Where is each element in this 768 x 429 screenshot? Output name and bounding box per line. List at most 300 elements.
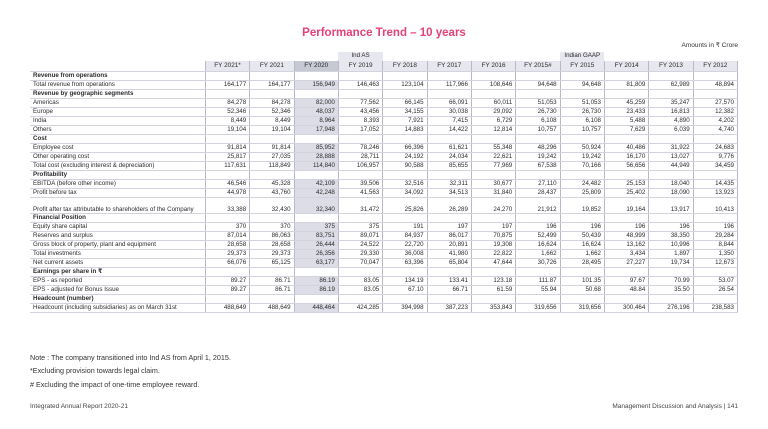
value-cell: 44,978: [205, 189, 249, 198]
section-spacer-cell: [294, 268, 338, 277]
group-header-row: [30, 52, 738, 61]
value-cell: 16,813: [649, 108, 693, 117]
section-header-row: [30, 214, 738, 223]
value-cell: 22,720: [383, 241, 427, 250]
value-cell: 370: [205, 223, 249, 232]
table-row: [30, 162, 738, 171]
value-cell: 25,826: [383, 198, 427, 214]
row-label: EPS - as reported: [30, 277, 205, 286]
section-spacer-cell: [205, 171, 249, 180]
value-cell: 4,890: [649, 117, 693, 126]
value-cell: 70.99: [649, 277, 693, 286]
value-cell: 48.84: [604, 286, 648, 295]
value-cell: 28,495: [560, 259, 604, 268]
value-cell: 65,804: [427, 259, 471, 268]
value-cell: 196: [560, 223, 604, 232]
value-cell: 85,952: [294, 144, 338, 153]
section-spacer-cell: [693, 214, 737, 223]
value-cell: 17,948: [294, 126, 338, 135]
value-cell: 26,289: [427, 198, 471, 214]
value-cell: 81,809: [604, 81, 648, 90]
section-spacer-cell: [604, 135, 648, 144]
value-cell: 19,852: [560, 198, 604, 214]
year-header: FY 2014: [604, 61, 648, 72]
value-cell: 13,923: [693, 189, 737, 198]
value-cell: 32,340: [294, 198, 338, 214]
value-cell: 77,969: [471, 162, 515, 171]
value-cell: 319,656: [516, 304, 560, 313]
value-cell: 24,034: [427, 153, 471, 162]
year-header: FY 2018: [383, 61, 427, 72]
value-cell: 67,538: [516, 162, 560, 171]
value-cell: 48,037: [294, 108, 338, 117]
table-row: [30, 117, 738, 126]
value-cell: 196: [649, 223, 693, 232]
year-header: FY 2015#: [516, 61, 560, 72]
value-cell: 196: [604, 223, 648, 232]
row-label: Americas: [30, 99, 205, 108]
section-spacer-cell: [516, 214, 560, 223]
section-label: Profitability: [30, 171, 205, 180]
value-cell: 7,921: [383, 117, 427, 126]
section-spacer-cell: [294, 171, 338, 180]
value-cell: 375: [338, 223, 382, 232]
value-cell: 86.19: [294, 277, 338, 286]
section-spacer-cell: [205, 135, 249, 144]
table-row: [30, 99, 738, 108]
value-cell: 387,223: [427, 304, 471, 313]
value-cell: 8,964: [294, 117, 338, 126]
section-spacer-cell: [250, 90, 294, 99]
section-spacer-cell: [560, 171, 604, 180]
value-cell: 10,757: [560, 126, 604, 135]
section-spacer-cell: [516, 295, 560, 304]
year-header: FY 2015: [560, 61, 604, 72]
units-note: Amounts in ₹ Crore: [681, 42, 738, 49]
value-cell: 108,646: [471, 81, 515, 90]
section-header-row: [30, 171, 738, 180]
value-cell: 111.87: [516, 277, 560, 286]
value-cell: 10,757: [516, 126, 560, 135]
value-cell: 8,393: [338, 117, 382, 126]
section-spacer-cell: [383, 295, 427, 304]
value-cell: 19,104: [205, 126, 249, 135]
section-spacer-cell: [560, 214, 604, 223]
value-cell: 134.19: [383, 277, 427, 286]
performance-table: [30, 52, 738, 313]
table-row: [30, 144, 738, 153]
value-cell: 34,513: [427, 189, 471, 198]
section-label: Financial Position: [30, 214, 205, 223]
value-cell: 89.27: [205, 277, 249, 286]
section-label: Revenue from operations: [30, 72, 205, 81]
value-cell: 8,449: [250, 117, 294, 126]
value-cell: 19,242: [560, 153, 604, 162]
value-cell: 87,014: [205, 232, 249, 241]
value-cell: 55,348: [471, 144, 515, 153]
value-cell: 28,437: [516, 189, 560, 198]
section-spacer-cell: [427, 90, 471, 99]
value-cell: 17,052: [338, 126, 382, 135]
value-cell: 70,047: [338, 259, 382, 268]
section-spacer-cell: [383, 135, 427, 144]
section-spacer-cell: [604, 171, 648, 180]
value-cell: 63,177: [294, 259, 338, 268]
value-cell: 34,092: [383, 189, 427, 198]
value-cell: 1,897: [649, 250, 693, 259]
value-cell: 118,849: [250, 162, 294, 171]
value-cell: 238,583: [693, 304, 737, 313]
value-cell: 10,996: [649, 241, 693, 250]
section-spacer-cell: [250, 135, 294, 144]
value-cell: 86.71: [250, 277, 294, 286]
value-cell: 114,840: [294, 162, 338, 171]
value-cell: 85,655: [427, 162, 471, 171]
value-cell: 6,729: [471, 117, 515, 126]
section-spacer-cell: [338, 214, 382, 223]
section-label: Cost: [30, 135, 205, 144]
value-cell: 86,017: [427, 232, 471, 241]
value-cell: 84,937: [383, 232, 427, 241]
section-spacer-cell: [604, 295, 648, 304]
section-spacer-cell: [604, 90, 648, 99]
value-cell: 41,980: [427, 250, 471, 259]
value-cell: 191: [383, 223, 427, 232]
value-cell: 70,166: [560, 162, 604, 171]
value-cell: 63,396: [383, 259, 427, 268]
row-label: Other operating cost: [30, 153, 205, 162]
value-cell: 27,110: [516, 180, 560, 189]
section-spacer-cell: [471, 268, 515, 277]
value-cell: 35,247: [649, 99, 693, 108]
value-cell: 41,563: [338, 189, 382, 198]
value-cell: 24,270: [471, 198, 515, 214]
value-cell: 62,989: [649, 81, 693, 90]
year-header: FY 2019: [338, 61, 382, 72]
value-cell: 29,373: [205, 250, 249, 259]
section-spacer-cell: [383, 72, 427, 81]
value-cell: 24,482: [560, 180, 604, 189]
value-cell: 276,196: [649, 304, 693, 313]
section-spacer-cell: [250, 72, 294, 81]
value-cell: 55.94: [516, 286, 560, 295]
value-cell: 83,751: [294, 232, 338, 241]
value-cell: 51,053: [516, 99, 560, 108]
row-label: India: [30, 117, 205, 126]
value-cell: 28,711: [338, 153, 382, 162]
value-cell: 86,063: [250, 232, 294, 241]
table-row: [30, 180, 738, 189]
value-cell: 42,248: [294, 189, 338, 198]
value-cell: 197: [471, 223, 515, 232]
section-spacer-cell: [338, 72, 382, 81]
section-spacer-cell: [649, 72, 693, 81]
value-cell: 26,730: [560, 108, 604, 117]
section-spacer-cell: [383, 214, 427, 223]
value-cell: 86.19: [294, 286, 338, 295]
value-cell: 22,621: [471, 153, 515, 162]
row-label: Total investments: [30, 250, 205, 259]
row-label: Net current assets: [30, 259, 205, 268]
footnote-ind-as: Note : The company transitioned into Ind AS from April 1, 2015.: [30, 353, 231, 362]
value-cell: 117,966: [427, 81, 471, 90]
value-cell: 29,092: [471, 108, 515, 117]
value-cell: 61,621: [427, 144, 471, 153]
section-label: Headcount (number): [30, 295, 205, 304]
section-spacer-cell: [250, 268, 294, 277]
table-body: [30, 72, 738, 313]
value-cell: 28,658: [205, 241, 249, 250]
footnote-legal-claim: *Excluding provision towards legal claim.: [30, 366, 160, 375]
value-cell: 1,662: [560, 250, 604, 259]
value-cell: 25,809: [560, 189, 604, 198]
row-label: Profit before tax: [30, 189, 205, 198]
value-cell: 14,883: [383, 126, 427, 135]
value-cell: 18,040: [649, 180, 693, 189]
value-cell: 488,649: [205, 304, 249, 313]
value-cell: 13,027: [649, 153, 693, 162]
section-spacer-cell: [560, 72, 604, 81]
value-cell: 25,817: [205, 153, 249, 162]
value-cell: 27,570: [693, 99, 737, 108]
section-label: Earnings per share in ₹: [30, 268, 205, 277]
section-spacer-cell: [294, 214, 338, 223]
value-cell: 448,464: [294, 304, 338, 313]
year-header: FY 2016: [471, 61, 515, 72]
section-spacer-cell: [649, 90, 693, 99]
value-cell: 24,683: [693, 144, 737, 153]
value-cell: 48,296: [516, 144, 560, 153]
year-header: FY 2012: [693, 61, 737, 72]
value-cell: 47,644: [471, 259, 515, 268]
section-spacer-cell: [471, 171, 515, 180]
value-cell: 1,662: [516, 250, 560, 259]
table-row: [30, 232, 738, 241]
section-spacer-cell: [649, 295, 693, 304]
value-cell: 45,259: [604, 99, 648, 108]
section-spacer-cell: [516, 268, 560, 277]
value-cell: 319,656: [560, 304, 604, 313]
section-spacer-cell: [250, 214, 294, 223]
value-cell: 6,108: [516, 117, 560, 126]
year-header: FY 2021: [250, 61, 294, 72]
value-cell: 164,177: [250, 81, 294, 90]
indian-gaap-label: Indian GAAP: [560, 52, 604, 61]
section-spacer-cell: [693, 72, 737, 81]
value-cell: 9,776: [693, 153, 737, 162]
value-cell: 84,278: [250, 99, 294, 108]
section-spacer-cell: [516, 171, 560, 180]
section-spacer-cell: [338, 135, 382, 144]
year-header-row: [30, 61, 738, 72]
value-cell: 66.71: [427, 286, 471, 295]
row-label: EBITDA (before other income): [30, 180, 205, 189]
value-cell: 25,402: [604, 189, 648, 198]
value-cell: 29,373: [250, 250, 294, 259]
value-cell: 44,949: [649, 162, 693, 171]
value-cell: 30,038: [427, 108, 471, 117]
value-cell: 31,472: [338, 198, 382, 214]
section-spacer-cell: [560, 90, 604, 99]
value-cell: 94,648: [516, 81, 560, 90]
value-cell: 90,588: [383, 162, 427, 171]
value-cell: 83.05: [338, 277, 382, 286]
row-label: Headcount (including subsidiaries) as on March 31st: [30, 304, 205, 313]
value-cell: 156,949: [294, 81, 338, 90]
section-spacer-cell: [560, 295, 604, 304]
value-cell: 19,164: [604, 198, 648, 214]
value-cell: 31,840: [471, 189, 515, 198]
section-spacer-cell: [427, 171, 471, 180]
value-cell: 43,456: [338, 108, 382, 117]
section-spacer-cell: [604, 268, 648, 277]
section-spacer-cell: [516, 135, 560, 144]
value-cell: 25,153: [604, 180, 648, 189]
section-spacer-cell: [294, 72, 338, 81]
value-cell: 42,109: [294, 180, 338, 189]
value-cell: 26,444: [294, 241, 338, 250]
table-row: [30, 286, 738, 295]
value-cell: 197: [427, 223, 471, 232]
value-cell: 353,843: [471, 304, 515, 313]
table-row: [30, 198, 738, 214]
value-cell: 7,629: [604, 126, 648, 135]
section-spacer-cell: [427, 72, 471, 81]
section-header-row: [30, 268, 738, 277]
value-cell: 24,522: [338, 241, 382, 250]
value-cell: 38,350: [649, 232, 693, 241]
value-cell: 65,125: [250, 259, 294, 268]
value-cell: 32,430: [250, 198, 294, 214]
value-cell: 19,734: [649, 259, 693, 268]
row-label: Gross block of property, plant and equipment: [30, 241, 205, 250]
value-cell: 123,104: [383, 81, 427, 90]
section-spacer-cell: [560, 268, 604, 277]
value-cell: 29,330: [338, 250, 382, 259]
section-spacer-cell: [427, 135, 471, 144]
table-row: [30, 277, 738, 286]
section-spacer-cell: [693, 295, 737, 304]
value-cell: 28,658: [250, 241, 294, 250]
section-header-row: [30, 295, 738, 304]
value-cell: 19,308: [471, 241, 515, 250]
value-cell: 133.41: [427, 277, 471, 286]
value-cell: 18,090: [649, 189, 693, 198]
value-cell: 370: [250, 223, 294, 232]
ind-as-label: Ind AS: [338, 52, 382, 61]
table-row: [30, 126, 738, 135]
section-spacer-cell: [383, 171, 427, 180]
table-row: [30, 153, 738, 162]
value-cell: 89,071: [338, 232, 382, 241]
section-spacer-cell: [693, 171, 737, 180]
row-label: Reserves and surplus: [30, 232, 205, 241]
value-cell: 14,422: [427, 126, 471, 135]
value-cell: 45,328: [250, 180, 294, 189]
value-cell: 21,912: [516, 198, 560, 214]
value-cell: 117,631: [205, 162, 249, 171]
value-cell: 51,053: [560, 99, 604, 108]
row-label: Employee cost: [30, 144, 205, 153]
value-cell: 196: [693, 223, 737, 232]
footer-report-name: Integrated Annual Report 2020-21: [30, 403, 128, 410]
value-cell: 106,957: [338, 162, 382, 171]
section-spacer-cell: [338, 90, 382, 99]
value-cell: 94,648: [560, 81, 604, 90]
value-cell: 52,346: [250, 108, 294, 117]
value-cell: 50,439: [560, 232, 604, 241]
section-spacer-cell: [693, 90, 737, 99]
value-cell: 53.07: [693, 277, 737, 286]
value-cell: 12,382: [693, 108, 737, 117]
section-spacer-cell: [649, 171, 693, 180]
value-cell: 39,506: [338, 180, 382, 189]
section-spacer-cell: [427, 214, 471, 223]
section-spacer-cell: [516, 72, 560, 81]
value-cell: 26,730: [516, 108, 560, 117]
row-label: Total cost (excluding interest & depreciation): [30, 162, 205, 171]
value-cell: 488,649: [250, 304, 294, 313]
value-cell: 30,726: [516, 259, 560, 268]
section-spacer-cell: [471, 295, 515, 304]
value-cell: 101.35: [560, 277, 604, 286]
year-header: FY 2013: [649, 61, 693, 72]
value-cell: 20,891: [427, 241, 471, 250]
value-cell: 52,499: [516, 232, 560, 241]
value-cell: 32,516: [383, 180, 427, 189]
value-cell: 28,888: [294, 153, 338, 162]
value-cell: 86.71: [250, 286, 294, 295]
value-cell: 31,922: [649, 144, 693, 153]
value-cell: 12,673: [693, 259, 737, 268]
value-cell: 1,350: [693, 250, 737, 259]
section-spacer-cell: [516, 90, 560, 99]
value-cell: 6,039: [649, 126, 693, 135]
value-cell: 22,822: [471, 250, 515, 259]
value-cell: 4,740: [693, 126, 737, 135]
section-spacer-cell: [250, 295, 294, 304]
value-cell: 196: [516, 223, 560, 232]
value-cell: 97.67: [604, 277, 648, 286]
value-cell: 8,844: [693, 241, 737, 250]
value-cell: 91,814: [250, 144, 294, 153]
value-cell: 33,388: [205, 198, 249, 214]
table-row: [30, 304, 738, 313]
section-spacer-cell: [471, 214, 515, 223]
value-cell: 16,170: [604, 153, 648, 162]
section-spacer-cell: [205, 72, 249, 81]
value-cell: 34,459: [693, 162, 737, 171]
value-cell: 35.50: [649, 286, 693, 295]
value-cell: 52,346: [205, 108, 249, 117]
value-cell: 56,656: [604, 162, 648, 171]
value-cell: 30,677: [471, 180, 515, 189]
table-row: [30, 189, 738, 198]
value-cell: 61.59: [471, 286, 515, 295]
value-cell: 66,396: [383, 144, 427, 153]
section-spacer-cell: [604, 72, 648, 81]
section-header-row: [30, 90, 738, 99]
section-header-row: [30, 135, 738, 144]
value-cell: 50,924: [560, 144, 604, 153]
value-cell: 5,488: [604, 117, 648, 126]
value-cell: 34,155: [383, 108, 427, 117]
value-cell: 8,449: [205, 117, 249, 126]
value-cell: 91,814: [205, 144, 249, 153]
table-row: [30, 108, 738, 117]
value-cell: 16,624: [560, 241, 604, 250]
footer-section-page: Management Discussion and Analysis | 141: [612, 403, 738, 410]
